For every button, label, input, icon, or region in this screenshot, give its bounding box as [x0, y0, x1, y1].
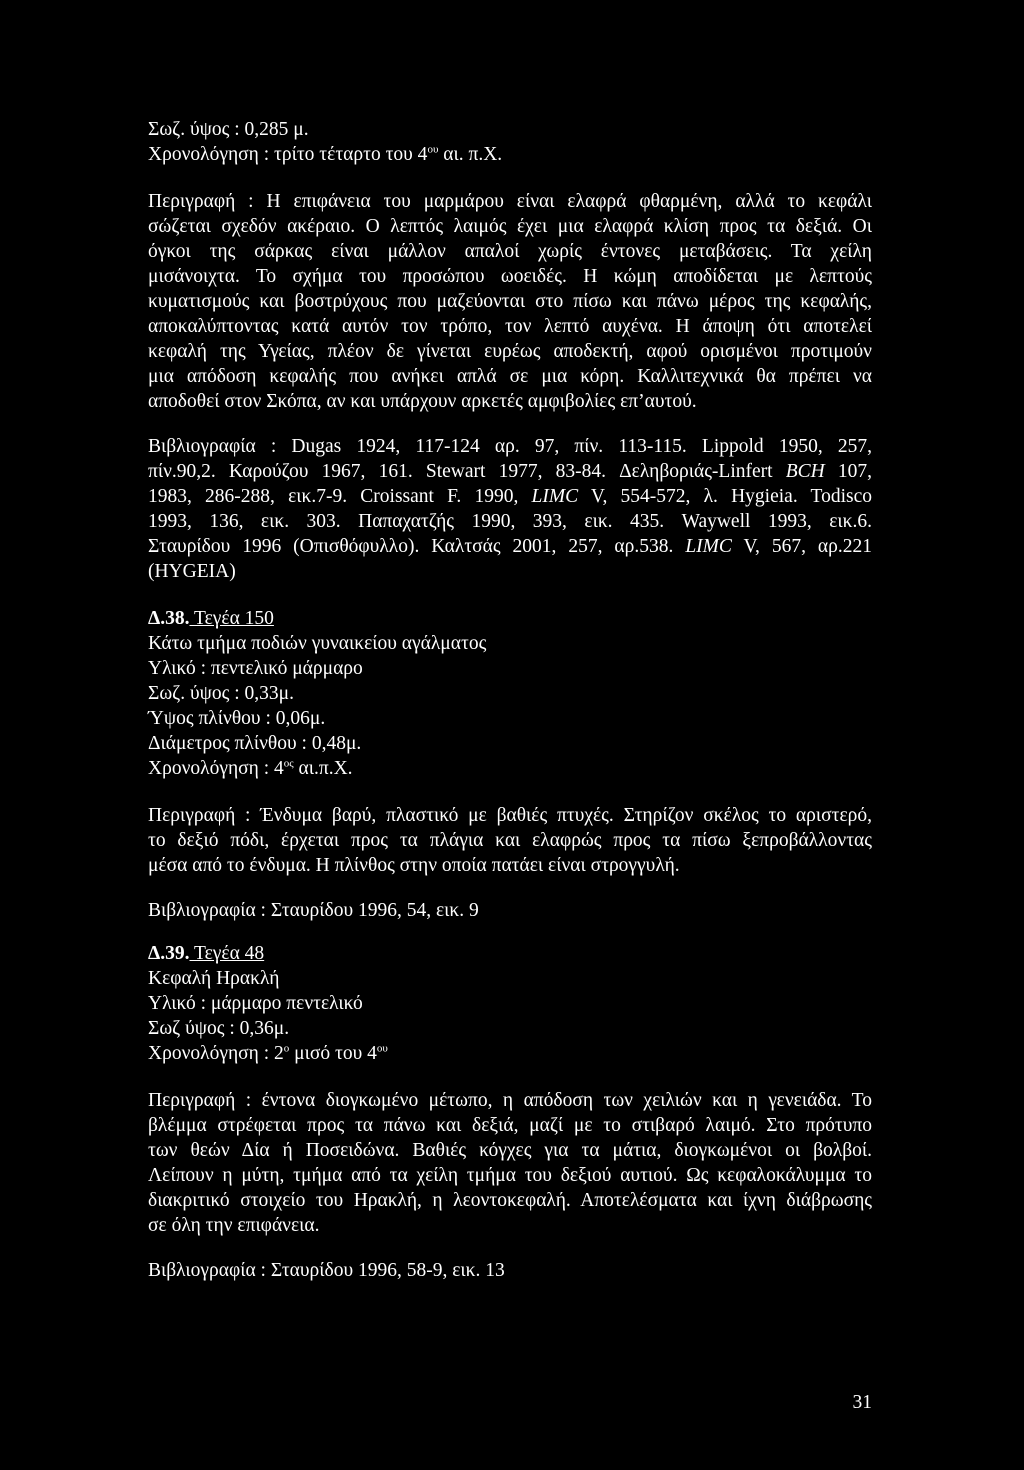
- entry-heading: [148, 606, 872, 631]
- page-content: [148, 117, 872, 1283]
- entry-heading: [148, 941, 872, 966]
- bib-text: 1983, 286-288, εικ.7-9. Croissant F. 1990,: [148, 486, 532, 507]
- plinth-height: Ύψος πλίνθου : 0,06μ.: [148, 708, 326, 729]
- bib-text: πίν.90,2. Καρούζου 1967, 161. Stewart 1977, 83-84. Δεληβοριάς-Linfert: [148, 461, 786, 482]
- description-line: Περιγραφή : έντονα διογκωμένο μέτωπο, η απόδοση των χειλιών και η γενειάδα. Το: [148, 1090, 872, 1111]
- dating: [148, 1041, 872, 1066]
- journal-title: LIMC: [531, 486, 579, 507]
- page-number: 31: [852, 1392, 872, 1413]
- bibliography-line: Βιβλιογραφία : Σταυρίδου 1996, 58-9, εικ. 13: [148, 1260, 505, 1281]
- catalogue-entry-39: [148, 941, 872, 1283]
- entry-number: Δ.39.: [148, 943, 190, 964]
- bib-text: V, 567, αρ.221: [731, 536, 873, 557]
- description-line: μέσα από το ένδυμα. Η πλίνθος στην οποία πατάει είναι στρογγυλή.: [148, 855, 680, 876]
- entry-title: Τεγέα 48: [189, 943, 265, 964]
- description-line: Περιγραφή : Η επιφάνεια του μαρμάρου είναι ελαφρά φθαρμένη, αλλά το κεφάλι: [148, 191, 872, 212]
- description-line: κυματισμούς και βοστρύχους που μαζεύονται στο πίσω και πάνω μέρος της κεφαλής,: [148, 291, 872, 312]
- description-line: αποδοθεί στον Σκόπα, αν και υπάρχουν αρκετές αμφιβολίες επ’αυτού.: [148, 391, 697, 412]
- description-line: όγκοι της σάρκας είναι μάλλον απαλοί χωρίς έντονες μεταβάσεις. Τα χείλη: [148, 241, 872, 262]
- description-line: Περιγραφή : Ένδυμα βαρύ, πλαστικό με βαθιές πτυχές. Στηρίζον σκέλος το αριστερό,: [148, 805, 872, 826]
- catalogue-entry-38: [148, 606, 872, 923]
- entry-subject: Κεφαλή Ηρακλή: [148, 968, 280, 989]
- bib-text: V, 554-572, λ. Hygieia. Todisco: [578, 486, 872, 507]
- dating-prefix: Χρονολόγηση : 4: [148, 758, 284, 779]
- description-line: αποκαλύπτοντας κατά αυτόν τον τρόπο, τον λεπτό αυχένα. Η άποψη ότι αποτελεί: [148, 316, 872, 337]
- material: Υλικό : μάρμαρο πεντελικό: [148, 993, 363, 1014]
- journal-title: BCH: [785, 461, 825, 482]
- dating-prefix: Χρονολόγηση : τρίτο τέταρτο του 4: [148, 144, 428, 165]
- description-paragraph: [148, 803, 872, 878]
- dating-suffix: αι. π.Χ.: [438, 144, 503, 165]
- entry-number: Δ.38.: [148, 608, 190, 629]
- description-line: διακριτικό στοιχείο του Ηρακλή, η λεοντοκεφαλή. Αποτελέσματα και ίχνη διάβρωσης: [148, 1190, 872, 1211]
- description-line: Λείπουν η μύτη, τμήμα από τα χείλη τμήμα του δεξιού αυτιού. Ως κεφαλοκάλυμμα το: [148, 1165, 872, 1186]
- bibliography-line: [148, 484, 872, 509]
- bibliography-paragraph: [148, 434, 872, 584]
- description-paragraph: [148, 1088, 872, 1238]
- description-line: σώζεται σχεδόν ακέραιο. Ο λεπτός λαιμός έχει μια ελαφρά κλίση προς τα δεξιά. Οι: [148, 216, 872, 237]
- catalogue-entry-37: [148, 117, 872, 584]
- description-line: μισάνοιχτα. Το σχήμα του προσώπου ωοειδές. Η κώμη αποδίδεται με λεπτούς: [148, 266, 872, 287]
- description-line: μια απόδοση κεφαλής που ανήκει απλά σε μια κόρη. Καλλιτεχνικά θα πρέπει να: [148, 366, 872, 387]
- description-line: βλέμμα στρέφεται προς τα πάνω και δεξιά, μαζί με το στιβαρό λαιμό. Στο πρότυπο: [148, 1115, 872, 1136]
- description-line: των θεών Δία ή Ποσειδώνα. Βαθιές κόγχες για τα μάτια, διογκωμένοι οι βολβοί.: [148, 1140, 872, 1161]
- dating: [148, 756, 872, 781]
- dating-ordinal: ο: [283, 1042, 290, 1055]
- journal-title: LIMC: [685, 536, 732, 557]
- bib-text: 107,: [824, 461, 872, 482]
- bibliography-line: 1993, 136, εικ. 303. Παπαχατζής 1990, 393, εικ. 435. Waywell 1993, εικ.6.: [148, 511, 872, 532]
- description-paragraph: [148, 189, 872, 414]
- description-line: σε όλη την επιφάνεια.: [148, 1215, 320, 1236]
- bib-text: Σταυρίδου 1996 (Οπισθόφυλλο). Καλτσάς 2001, 257, αρ.538.: [148, 536, 686, 557]
- description-line: κεφαλή της Υγείας, πλέον δε γίνεται ευρέως αποδεκτή, αφού ορισμένοι προτιμούν: [148, 341, 872, 362]
- plinth-diameter: Διάμετρος πλίνθου : 0,48μ.: [148, 733, 362, 754]
- dating-ordinal: ου: [427, 143, 439, 156]
- dating-prefix: Χρονολόγηση : 2: [148, 1043, 284, 1064]
- bibliography-line: [148, 459, 872, 484]
- bibliography-line: [148, 534, 872, 559]
- bibliography-line: Βιβλιογραφία : Dugas 1924, 117-124 αρ. 97, πίν. 113-115. Lippold 1950, 257,: [148, 436, 872, 457]
- description-line: το δεξιό πόδι, έρχεται προς τα πλάγια και ελαφρώς προς τα πίσω ξεπροβάλλοντας: [148, 830, 872, 851]
- dating-ordinal: ου: [376, 1042, 388, 1055]
- bibliography-line: (HYGEIA): [148, 561, 236, 582]
- dating-ordinal: ος: [283, 757, 294, 770]
- bibliography-line: Βιβλιογραφία : Σταυρίδου 1996, 54, εικ. 9: [148, 900, 479, 921]
- preserved-height: Σωζ. ύψος : 0,285 μ.: [148, 119, 309, 140]
- material: Υλικό : πεντελικό μάρμαρο: [148, 658, 363, 679]
- dating-middle: μισό του 4: [289, 1043, 377, 1064]
- dating-suffix: αι.π.Χ.: [293, 758, 353, 779]
- dating: [148, 142, 872, 167]
- preserved-height: Σωζ. ύψος : 0,33μ.: [148, 683, 294, 704]
- preserved-height: Σωζ ύψος : 0,36μ.: [148, 1018, 290, 1039]
- entry-subject: Κάτω τμήμα ποδιών γυναικείου αγάλματος: [148, 633, 487, 654]
- entry-title: Τεγέα 150: [189, 608, 274, 629]
